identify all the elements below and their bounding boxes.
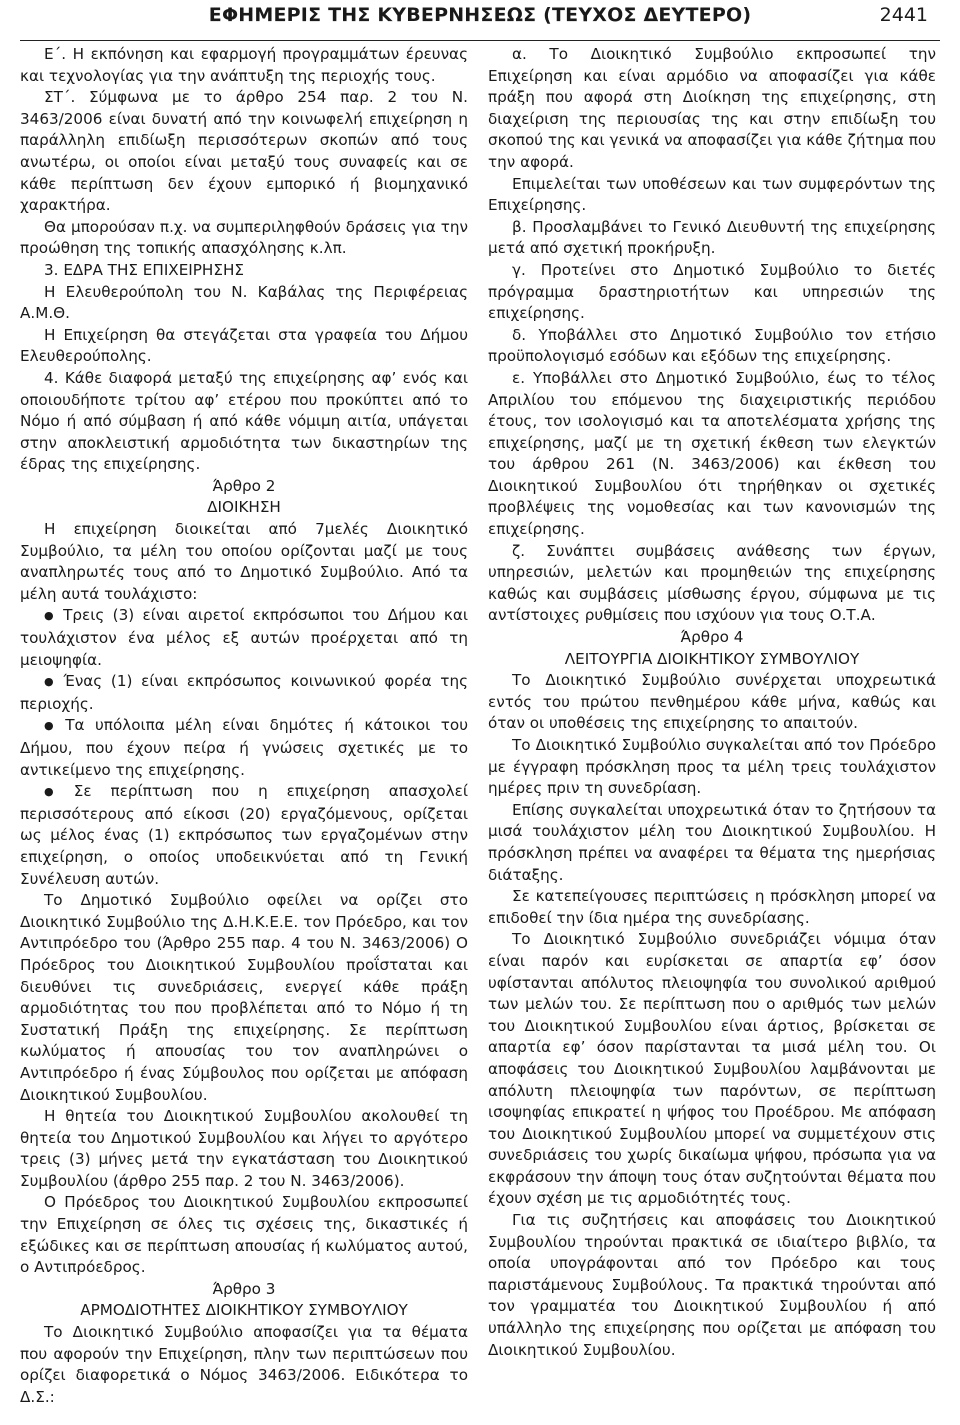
paragraph: Το Διοικητικό Συμβούλιο αποφασίζει για τα θέματα που αφορούν την Επιχείρηση, πλην των περιπτώσεων που ορίζει διαφορετικά ο Νόμος 3463/2006. Ειδικότερα το Δ.Σ.: xyxy=(20,1323,468,1406)
paragraph: Επίσης συγκαλείται υποχρεωτικά όταν το ζητήσουν τα μισά τουλάχιστον μέλη του Διοικητικού Συμβουλίου. Η πρόσκληση πρέπει να αναφέρει τα θέματα της ημερήσιας διάταξης. xyxy=(488,800,936,884)
left-column xyxy=(20,44,468,1408)
paragraph: ΣΤ΄. Σύμφωνα με το άρθρο 254 παρ. 2 του Ν. 3463/2006 είναι δυνατή από την κοινωφελή επιχείρηση η παράλληλη επιδίωξη περισσότερων σκοπών από τους ανωτέρω, οι οποίοι είναι μεταξύ τους συναφείς και σε κάθε περίπτωση δεν έχουν εμπορικό ή βιομηχανικό χαρακτήρα. xyxy=(20,88,468,215)
paragraph: 4. Κάθε διαφορά μεταξύ της επιχείρησης αφ’ ενός και οποιουδήποτε τρίτου αφ’ ετέρου που προκύπτει από το Νόμο ή από σύμβαση ή από κάθε νόμιμη αιτία, υπάγεται στην αποκλειστική αρμοδιότητα των δικαστηρίων της έδρας της επιχείρησης. xyxy=(20,368,468,474)
paragraph: α. Το Διοικητικό Συμβούλιο εκπροσωπεί την Επιχείρηση και είναι αρμόδιο να αποφασίζει για κάθε πράξη που αφορά στη Διοίκηση της επιχείρησης, στη διαχείριση της περιουσίας της και στην επιδίωξη του σκοπού της και γενικά να αποφασίζει για κάθε ζήτημα που την αφορά. xyxy=(488,45,936,171)
paragraph: γ. Προτείνει στο Δημοτικό Συμβούλιο το διετές πρόγραμμα δραστηριοτήτων και υπηρεσιών της επιχείρησης. xyxy=(488,260,936,323)
paragraph: Ε΄. Η εκπόνηση και εφαρμογή προγραμμάτων έρευνας και τεχνολογίας για την ανάπτυξη της περιοχής τους. xyxy=(20,45,468,85)
article-title: ΔΙΟΙΚΗΣΗ xyxy=(207,498,281,517)
article-number: Άρθρο 2 xyxy=(212,476,276,495)
article-number: Άρθρο 4 xyxy=(680,628,744,647)
paragraph: Η Επιχείρηση θα στεγάζεται στα γραφεία του Δήμου Ελευθερούπολης. xyxy=(20,325,468,366)
bullet-item: ● Ένας (1) είναι εκπρόσωπος κοινωνικού φορέα της περιοχής. xyxy=(20,671,468,715)
paragraph: Για τις συζητήσεις και αποφάσεις του Διοικητικού Συμβουλίου τηρούνται πρακτικά σε ιδιαίτερο βιβλίο, τα οποία υπογράφονται από τον Πρόεδρο και τους παριστάμενους Συμβούλους. Τα πρακτικά τηρούνται από τον γραμματέα του Διοικητικού Συμβουλίου ή από υπάλληλο της επιχείρησης που ορίζεται με απόφαση του Διοικητικού Συμβουλίου. xyxy=(488,1211,936,1359)
paragraph: Επιμελείται των υποθέσεων και των συμφερόντων της Επιχείρησης. xyxy=(488,174,936,215)
paragraph: Το Δημοτικό Συμβούλιο οφείλει να ορίζει στο Διοικητικό Συμβούλιο της Δ.Η.Κ.Ε.Ε. τον Πρόεδρο, και τον Αντιπρόεδρο του (Άρθρο 255 παρ. 4 του Ν. 3463/2006) Ο Πρόεδρος του Διοικητικού Συμβουλίου προΐσταται και διευθύνει τις συνεδριάσεις, ενεργεί κάθε πράξη αρμοδιότητας του που προβλέπεται από το Νόμο ή τη Συστατική Πράξη της επιχείρησης. Σε περίπτωση κωλύματος ή απουσίας του τον αναπληρώνει ο Αντιπρόεδρο ή ένας Σύμβουλος που ορίζεται με απόφαση Διοικητικού Συμβουλίου. xyxy=(20,891,468,1104)
article-number: Άρθρο 3 xyxy=(212,1279,276,1298)
gazette-title: ΕΦΗΜΕΡΙΣ ΤΗΣ ΚΥΒΕΡΝΗΣΕΩΣ (ΤΕΥΧΟΣ ΔΕΥΤΕΡΟ) xyxy=(208,4,752,26)
section-heading: 3. ΕΔΡΑ ΤΗΣ ΕΠΙΧΕΙΡΗΣΗΣ xyxy=(44,260,244,279)
paragraph: β. Προσλαμβάνει το Γενικό Διευθυντή της επιχείρησης μετά από σχετική προκήρυξη. xyxy=(488,217,936,258)
page-number: 2441 xyxy=(879,4,928,26)
paragraph: ζ. Συνάπτει συμβάσεις ανάθεσης των έργων, υπηρεσιών, μελετών και προμηθειών της επιχείρησης καθώς και συμβάσεις μίσθωσης έργου, σύμφωνα με τις αντίστοιχες ρυθμίσεις που ισχύουν για τους Ο.Τ.Α. xyxy=(488,541,936,625)
paragraph: Θα μπορούσαν π.χ. να συμπεριληφθούν δράσεις για την προώθηση της τοπικής απασχόλησης κ.λπ. xyxy=(20,217,468,258)
right-column xyxy=(488,44,936,1361)
bullet-item: ● Τα υπόλοιπα μέλη είναι δημότες ή κάτοικοι του Δήμου, που έχουν πείρα ή γνώσεις σχετικές με το αντικείμενο της επιχείρησης. xyxy=(20,715,468,781)
bullet-item: ● Σε περίπτωση που η επιχείρηση απασχολεί περισσότερους από είκοσι (20) εργαζόμενους, ορίζεται ως μέλος ένας (1) εκπρόσωπος των εργαζομένων στην επιχείρηση, ο οποίος υποδεικνύεται από τη Γενική Συνέλευση αυτών. xyxy=(20,781,468,890)
paragraph: Η Ελευθερούπολη του Ν. Καβάλας της Περιφέρειας Α.Μ.Θ. xyxy=(20,282,468,323)
paragraph: Η επιχείρηση διοικείται από 7μελές Διοικητικό Συμβούλιο, τα μέλη του οποίου ορίζονται μαζί με τους αναπληρωτές τους από το Δημοτικό Συμβούλιο. Από τα μέλη αυτά τουλάχιστο: xyxy=(20,520,468,603)
paragraph: Σε κατεπείγουσες περιπτώσεις η πρόσκληση μπορεί να επιδοθεί την ίδια ημέρα της συνεδρίασης. xyxy=(488,887,936,927)
article-title: ΛΕΙΤΟΥΡΓΙΑ ΔΙΟΙΚΗΤΙΚΟΥ ΣΥΜΒΟΥΛΙΟΥ xyxy=(564,649,860,668)
paragraph: Το Διοικητικό Συμβούλιο συγκαλείται από τον Πρόεδρο με έγγραφη πρόσκληση προς τα μέλη τρεις τουλάχιστον ημέρες πριν τη συνεδρίαση. xyxy=(488,736,936,798)
bullet-item: ● Τρεις (3) είναι αιρετοί εκπρόσωποι του Δήμου και τουλάχιστον ένα μέλος εξ αυτών προέρχεται από τη μειοψηφία. xyxy=(20,605,468,671)
paragraph: ε. Υποβάλλει στο Δημοτικό Συμβούλιο, έως το τέλος Απριλίου του επόμενου της διαχειριστικής περιόδου έτους, τον ισολογισμό και τα αποτελέσματα χρήσης της επιχείρησης, μαζί με τη σχετική έκθεση των ελεγκτών του άρθρου 261 (Ν. 3463/2006) και έκθεση του Διοικητικού Συμβουλίου ότι τηρήθηκαν οι σχετικές προβλέψεις της νομοθεσίας και των κανονισμών της επιχείρησης. xyxy=(488,368,936,539)
paragraph: Ο Πρόεδρος του Διοικητικού Συμβουλίου εκπροσωπεί την Επιχείρηση σε όλες τις σχέσεις της, δικαστικές ή εξώδικες και σε περίπτωση απουσίας ή κωλύματος αυτού, ο Αντιπρόεδρος. xyxy=(20,1193,468,1277)
article-title: ΑΡΜΟΔΙΟΤΗΤΕΣ ΔΙΟΙΚΗΤΙΚΟΥ ΣΥΜΒΟΥΛΙΟΥ xyxy=(80,1301,408,1320)
paragraph: δ. Υποβάλλει στο Δημοτικό Συμβούλιο τον ετήσιο προϋπολογισμό εσόδων και εξόδων της επιχείρησης. xyxy=(488,325,936,366)
paragraph: Το Διοικητικό Συμβούλιο συνέρχεται υποχρεωτικά εντός του πρώτου πενθημέρου κάθε μήνα, καθώς και όταν οι υποθέσεις της επιχείρησης το απαιτούν. xyxy=(488,671,936,733)
paragraph: Η θητεία του Διοικητικού Συμβουλίου ακολουθεί τη θητεία του Δημοτικού Συμβουλίου και λήγει το αργότερο τρεις (3) μήνες μετά την εγκατάσταση του Διοικητικού Συμβουλίου (άρθρο 255 παρ. 2 του Ν. 3463/2006). xyxy=(20,1107,468,1190)
page-header xyxy=(20,0,940,41)
paragraph: Το Διοικητικό Συμβούλιο συνεδριάζει νόμιμα όταν είναι παρόν και ευρίσκεται σε απαρτία εφ’ όσον υφίστανται απόλυτος πλειοψηφία του συνολικού αριθμού των μελών του. Σε περίπτωση που ο αριθμός των μελών του Διοικητικού Συμβουλίου είναι άρτιος, βρίσκεται σε απαρτία εφ’ όσον παρίστανται τα μισά μέλη του. Οι αποφάσεις του Διοικητικού Συμβουλίου λαμβάνονται με απόλυτη πλειοψηφία των παρόντων, σε περίπτωση ισοψηφίας επικρατεί η ψήφος του Προέδρου. Με απόφαση του Διοικητικού Συμβουλίου μπορεί να συμμετέχουν στις συνεδριάσεις του χωρίς δικαίωμα ψήφου, πρόσωπα για να εκφράσουν την άποψη τους όταν συζητούνται θέματα που έχουν σχέση με τις αρμοδιότητές τους. xyxy=(488,930,936,1208)
